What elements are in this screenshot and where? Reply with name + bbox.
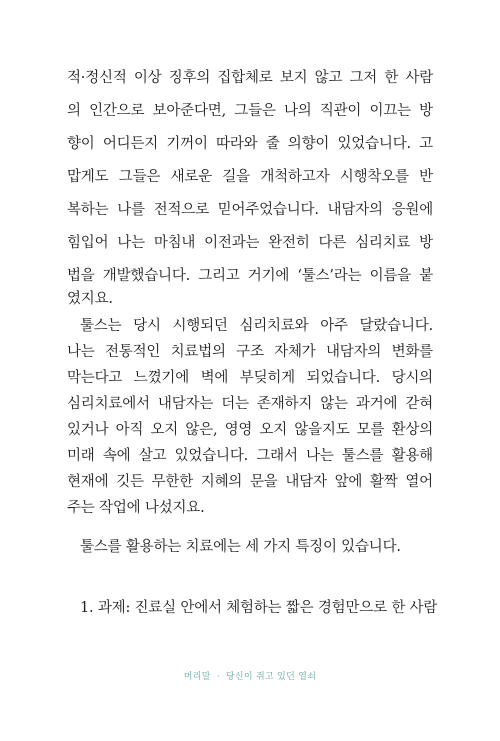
body-text-line: 적·정신적 이상 징후의 집합체로 보지 않고 그저 한 사람 [67,70,433,86]
footer-separator: · [216,672,220,682]
footer-chapter-title: 당신이 쥐고 있던 열쇠 [225,672,317,682]
body-text-line: 있거나 아직 오지 않은, 영영 오지 않을지도 모를 환상의 [67,422,433,438]
list-item: 1. 과제: 진료실 안에서 체험하는 짧은 경험만으로 한 사람 [80,600,438,616]
body-text-line: 맙게도 그들은 새로운 길을 개척하고자 시행착오를 반 [67,169,433,185]
body-text-line: 나는 전통적인 치료법의 구조 자체가 내담자의 변화를 [67,344,433,360]
body-text-line: 였지요. [67,291,113,307]
body-text-line: 현재에 깃든 무한한 지혜의 문을 내담자 앞에 활짝 열어 [67,474,433,490]
body-text-line: 법을 개발했습니다. 그리고 거기에 ‘툴스’라는 이름을 붙 [67,268,433,284]
body-text-line: 툴스를 활용하는 치료에는 세 가지 특징이 있습니다. [80,539,401,555]
body-text-line: 미래 속에 살고 있었습니다. 그래서 나는 툴스를 활용해 [67,448,433,464]
running-footer [0,669,500,682]
body-text-line: 툴스는 당시 시행되던 심리치료와 아주 달랐습니다. [80,318,433,334]
body-text-line: 향이 어디든지 기꺼이 따라와 줄 의향이 있었습니다. 고 [67,136,433,152]
body-text-line: 주는 작업에 나섰지요. [67,500,205,516]
body-text-line: 막는다고 느꼈기에 벽에 부딪히게 되었습니다. 당시의 [67,370,433,386]
body-text-line: 심리치료에서 내담자는 더는 존재하지 않는 과거에 갇혀 [67,396,433,412]
body-text-line: 힘입어 나는 마침내 이전과는 완전히 다른 심리치료 방 [67,235,433,251]
body-text-line: 복하는 나를 전적으로 믿어주었습니다. 내담자의 응원에 [67,202,433,218]
footer-section-title: 머리말 [183,672,211,682]
body-text-line: 의 인간으로 보아준다면, 그들은 나의 직관이 이끄는 방 [67,103,433,119]
